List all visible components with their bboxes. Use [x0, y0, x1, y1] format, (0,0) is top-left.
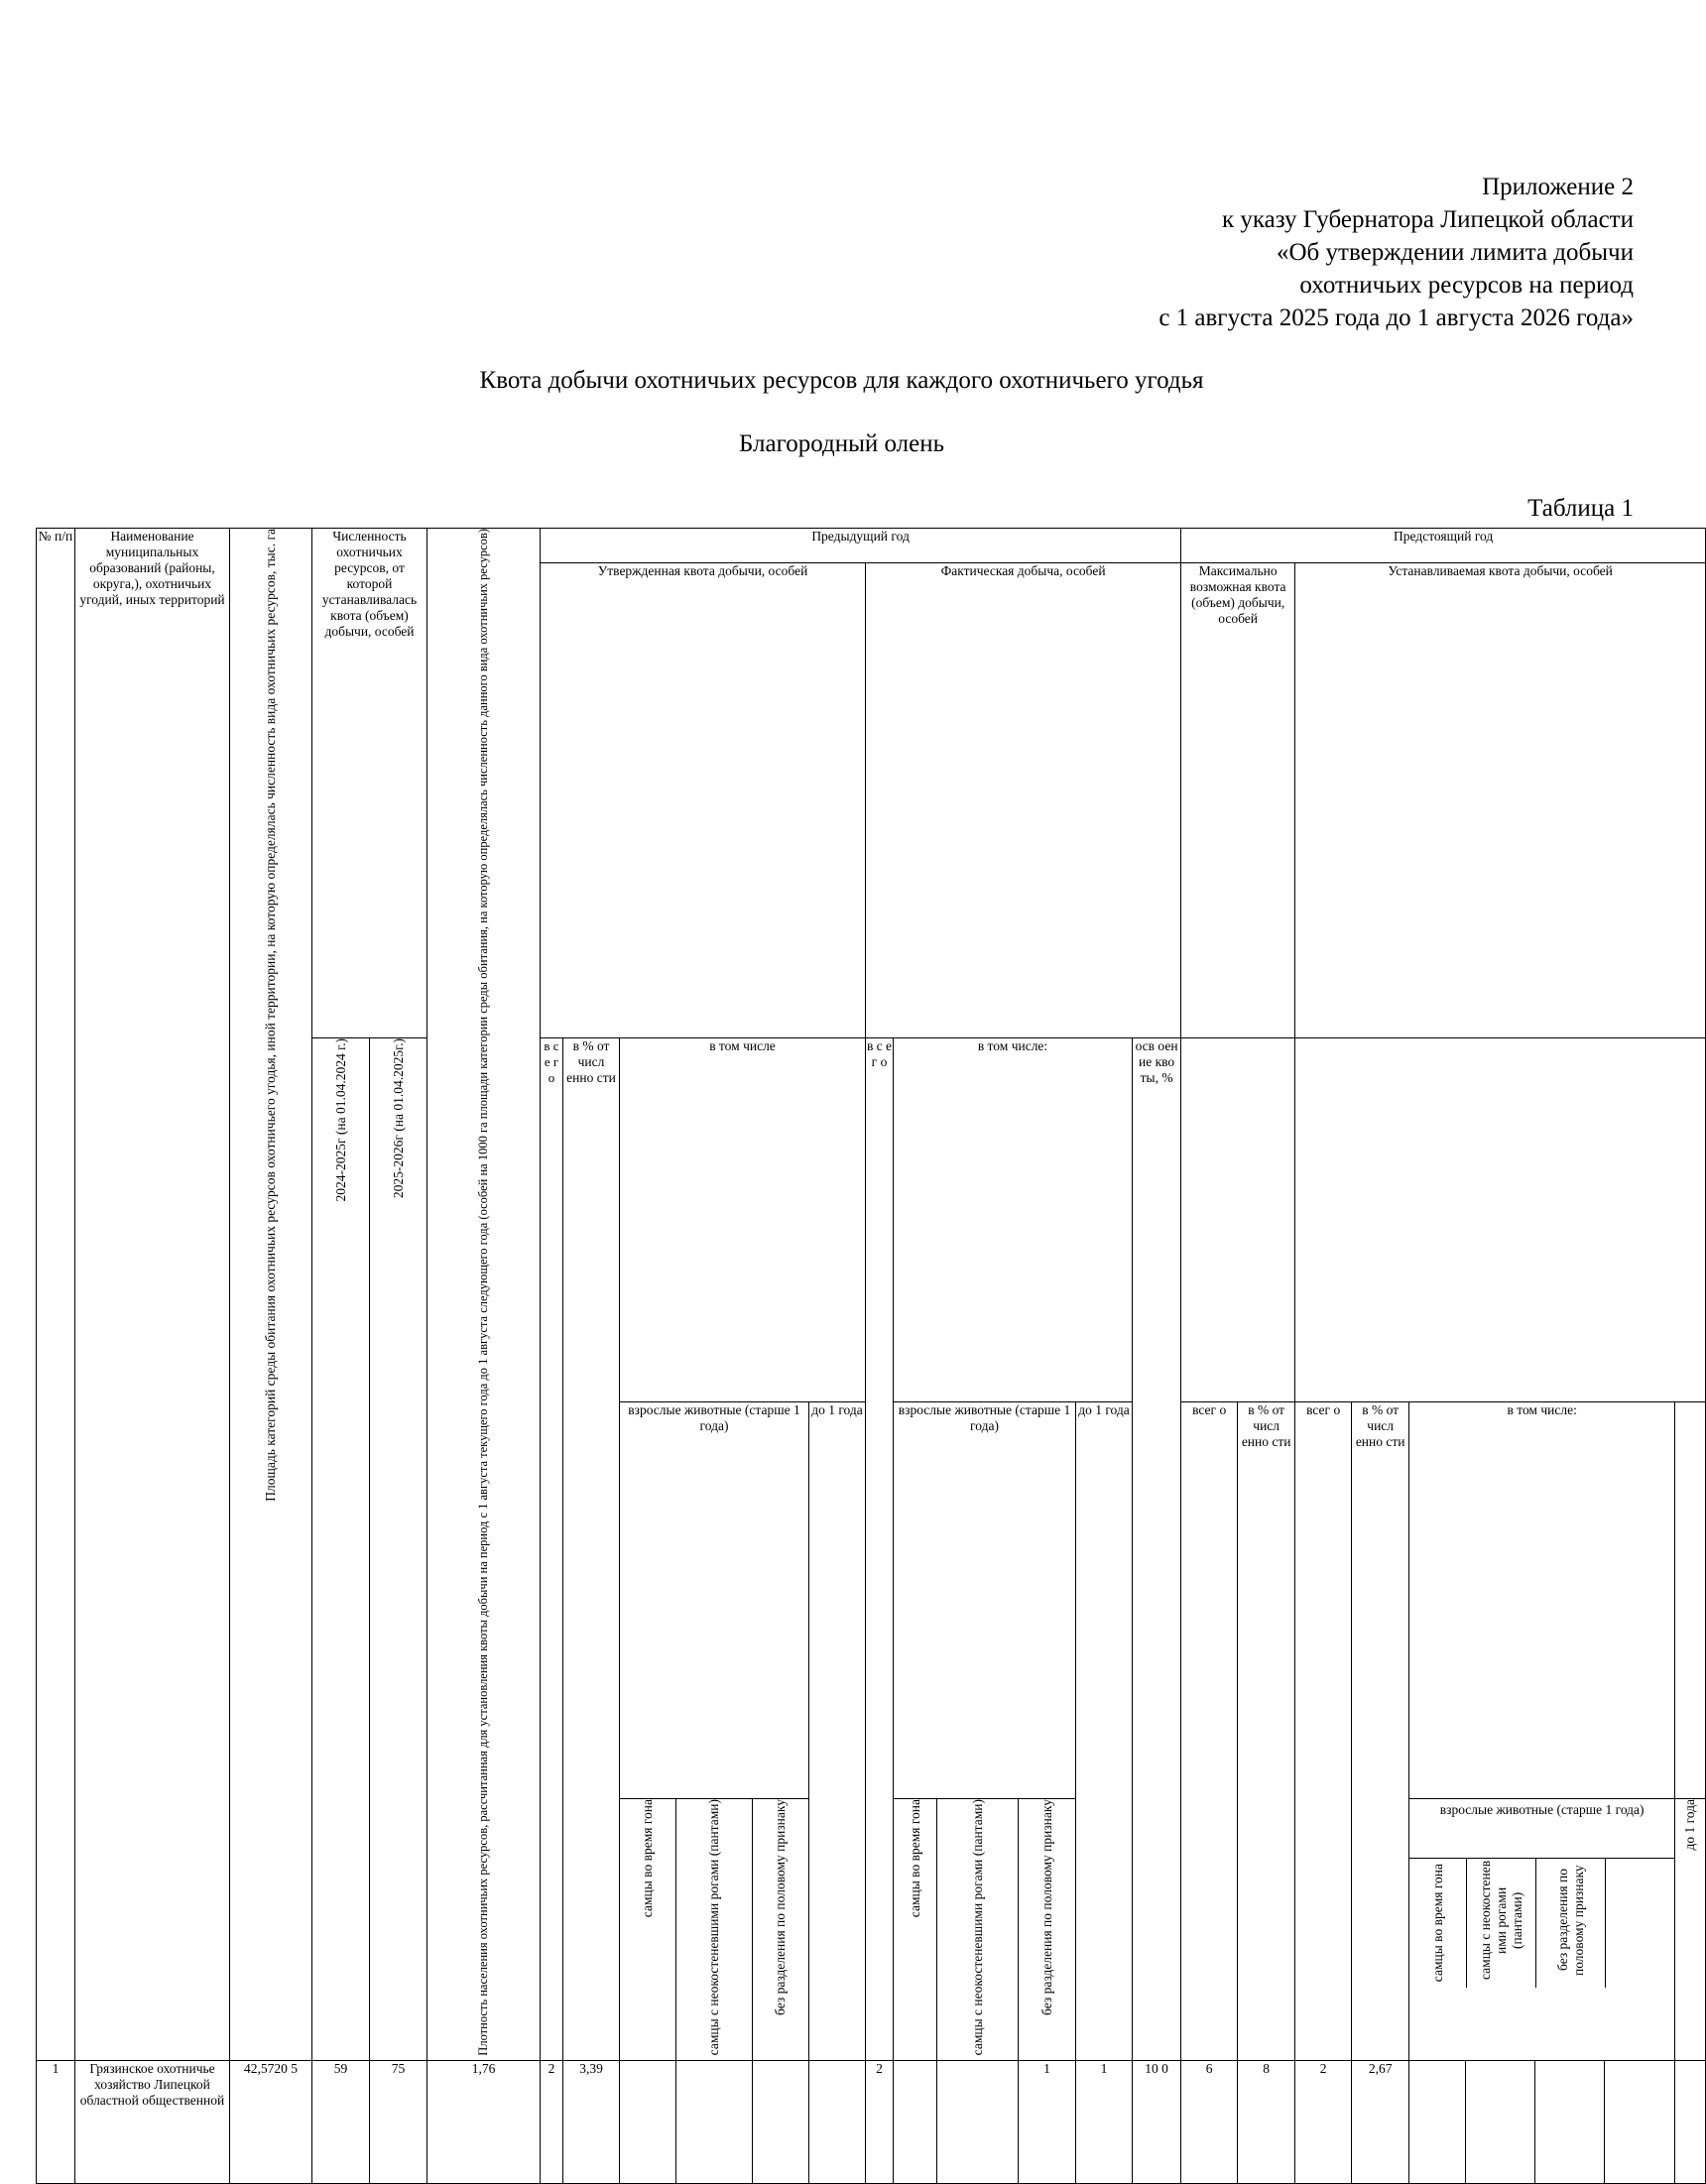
- row-sq-under1: [1675, 2060, 1706, 2183]
- max-pct-header: в % от числ енно сти: [1238, 1401, 1295, 2060]
- sq-velvet-text: самцы с неокостенев ими рогами (пантами): [1477, 1861, 1524, 1981]
- row-sq-spacer: [1605, 2060, 1675, 2183]
- aq-rut-header: [620, 1799, 676, 2060]
- ah-under1-header: до 1 года: [1076, 1401, 1133, 2060]
- row-density: 1,76: [427, 2060, 541, 2183]
- aq-total-header: в с е г о: [541, 1037, 563, 2060]
- header-max-quota: Максимально возможная квота (объем) добычи, особей: [1181, 563, 1295, 1038]
- quota-table: [36, 528, 1706, 2184]
- row-aq-under1: [809, 2060, 866, 2183]
- appendix-line: охотничьих ресурсов на период: [1299, 272, 1634, 299]
- species-title: Благородный олень: [738, 430, 945, 457]
- header-area-text: Площадь категорий среды обитания охотничьих ресурсов охотничьего угодья, иной территории, на которую определялась численность вида охотничьих ресурсов, тыс. га: [263, 529, 278, 1502]
- document-title: Квота добычи охотничьих ресурсов для каждого охотничьего угодья: [479, 367, 1204, 394]
- header-num: № п/п: [37, 529, 75, 2061]
- row-ah-under1: 1: [1076, 2060, 1133, 2183]
- row-max-total: 6: [1181, 2060, 1238, 2183]
- appendix-line: к указу Губернатора Липецкой области: [1221, 206, 1634, 233]
- ah-rut-header: [894, 1799, 937, 2060]
- table-label: Таблица 1: [1527, 495, 1634, 522]
- sq-under1-header: [1675, 1799, 1706, 2060]
- ah-velvet-header: [937, 1799, 1019, 2060]
- row-ah-rut: [894, 2060, 937, 2183]
- row-aq-pct: 3,39: [563, 2060, 620, 2183]
- aq-velvet-text: самцы с неокостеневшими рогами (пантами): [706, 1799, 721, 2056]
- row-ah-dev: 10 0: [1133, 2060, 1181, 2183]
- appendix-line: «Об утверждении лимита добычи: [1277, 239, 1634, 266]
- row-aq-total: 2: [541, 2060, 563, 2183]
- sq-adults-sub: [1409, 1859, 1674, 1988]
- row-max-pct: 8: [1238, 2060, 1295, 2183]
- row-num: 1: [37, 2060, 75, 2183]
- header-area: [230, 529, 312, 2061]
- header-next-year: Предстоящий год: [1181, 529, 1706, 563]
- row-ah-velvet: [937, 2060, 1019, 2183]
- row-sq-pct: 2,67: [1352, 2060, 1409, 2183]
- sq-rut-header: [1409, 1859, 1467, 1988]
- ah-nosex-text: без разделения по половому признаку: [1038, 1799, 1054, 2016]
- sq-adults-header: взрослые животные (старше 1 года): [1409, 1799, 1674, 1859]
- sq-pct-header: в % от числ енно сти: [1352, 1401, 1409, 2060]
- ah-dev-header: осв оен ие кво ты, %: [1133, 1037, 1181, 2060]
- max-blank: [1181, 1037, 1295, 1401]
- aq-incl-header: в том числе: [620, 1037, 866, 1401]
- pop-2025-text: 2025-2026г (на 01.04.2025г.): [390, 1037, 406, 1198]
- ah-nosex-header: [1019, 1799, 1076, 2060]
- sq-blank: [1295, 1037, 1706, 1401]
- row-sq-velvet: [1466, 2060, 1535, 2183]
- appendix-line: Приложение 2: [1482, 174, 1634, 200]
- row-aq-rut: [620, 2060, 676, 2183]
- pop-2025: [370, 1037, 427, 2060]
- ah-total-header: в с е г о: [866, 1037, 894, 2060]
- aq-nosex-header: [753, 1799, 809, 2060]
- row-aq-velvet: [676, 2060, 753, 2183]
- row-aq-nosex: [753, 2060, 809, 2183]
- aq-adults-header: взрослые животные (старше 1 года): [620, 1401, 809, 1799]
- aq-pct-header: в % от числ енно сти: [563, 1037, 620, 2060]
- sq-adults-spacer: [1606, 1859, 1674, 1988]
- row-sq-rut: [1409, 2060, 1466, 2183]
- sq-nosex-header: [1536, 1859, 1606, 1988]
- ah-rut-text: самцы во время гона: [907, 1799, 922, 1918]
- sq-nosex-text: без разделения по половому признаку: [1554, 1865, 1586, 1977]
- sq-adults-cell: [1409, 1799, 1675, 2060]
- row-sq-nosex: [1535, 2060, 1605, 2183]
- header-name: Наименование муниципальных образований (районы, округа,), охотничьих угодий, иных территорий: [75, 529, 230, 2061]
- header-actual-harvest: Фактическая добыча, особей: [866, 563, 1181, 1038]
- header-density-text: Плотность населения охотничьих ресурсов, рассчитанная для установления квоты добычи на период с 1 августа текущего года до 1 августа следующего года (особей на 1000 га площади категории среды обитания, на которую определялась численность данного вида охотничьих ресурсов): [476, 529, 491, 2056]
- ah-adults-header: взрослые животные (старше 1 года): [894, 1401, 1076, 1799]
- row-pop-2024: 59: [312, 2060, 370, 2183]
- appendix-block: [1158, 171, 1634, 334]
- header-approved-quota: Утвержденная квота добычи, особей: [541, 563, 866, 1038]
- sq-under1-text: до 1 года: [1682, 1799, 1698, 1851]
- sq-incl-spacer: [1675, 1401, 1706, 1799]
- aq-velvet-header: [676, 1799, 753, 2060]
- sq-rut-text: самцы во время гона: [1429, 1864, 1445, 1983]
- header-set-quota: Устанавливаемая квота добычи, особей: [1295, 563, 1706, 1038]
- sq-incl-header: в том числе:: [1409, 1401, 1675, 1799]
- row-area: 42,5720 5: [230, 2060, 312, 2183]
- row-name: Грязинское охотничье хозяйство Липецкой областной общественной: [75, 2060, 230, 2183]
- sq-total-header: всег о: [1295, 1401, 1352, 2060]
- header-density: [427, 529, 541, 2061]
- header-prev-year: Предыдущий год: [541, 529, 1181, 563]
- aq-under1-header: до 1 года: [809, 1401, 866, 2060]
- aq-nosex-text: без разделения по половому признаку: [773, 1799, 788, 2016]
- row-ah-total: 2: [866, 2060, 894, 2183]
- row-sq-total: 2: [1295, 2060, 1352, 2183]
- appendix-line: с 1 августа 2025 года до 1 августа 2026 года»: [1158, 304, 1634, 331]
- row-pop-2025: 75: [370, 2060, 427, 2183]
- header-population: Численность охотничьих ресурсов, от которой устанавливалась квота (объем) добычи, особей: [312, 529, 427, 1038]
- pop-2024-text: 2024-2025г (на 01.04.2024 г.): [332, 1037, 348, 1202]
- pop-2024: [312, 1037, 370, 2060]
- ah-incl-header: в том числе:: [894, 1037, 1133, 1401]
- sq-velvet-header: [1467, 1859, 1536, 1988]
- max-total-header: всег о: [1181, 1401, 1238, 2060]
- aq-rut-text: самцы во время гона: [640, 1799, 655, 1918]
- ah-velvet-text: самцы с неокостеневшими рогами (пантами): [969, 1799, 985, 2056]
- row-ah-nosex: 1: [1019, 2060, 1076, 2183]
